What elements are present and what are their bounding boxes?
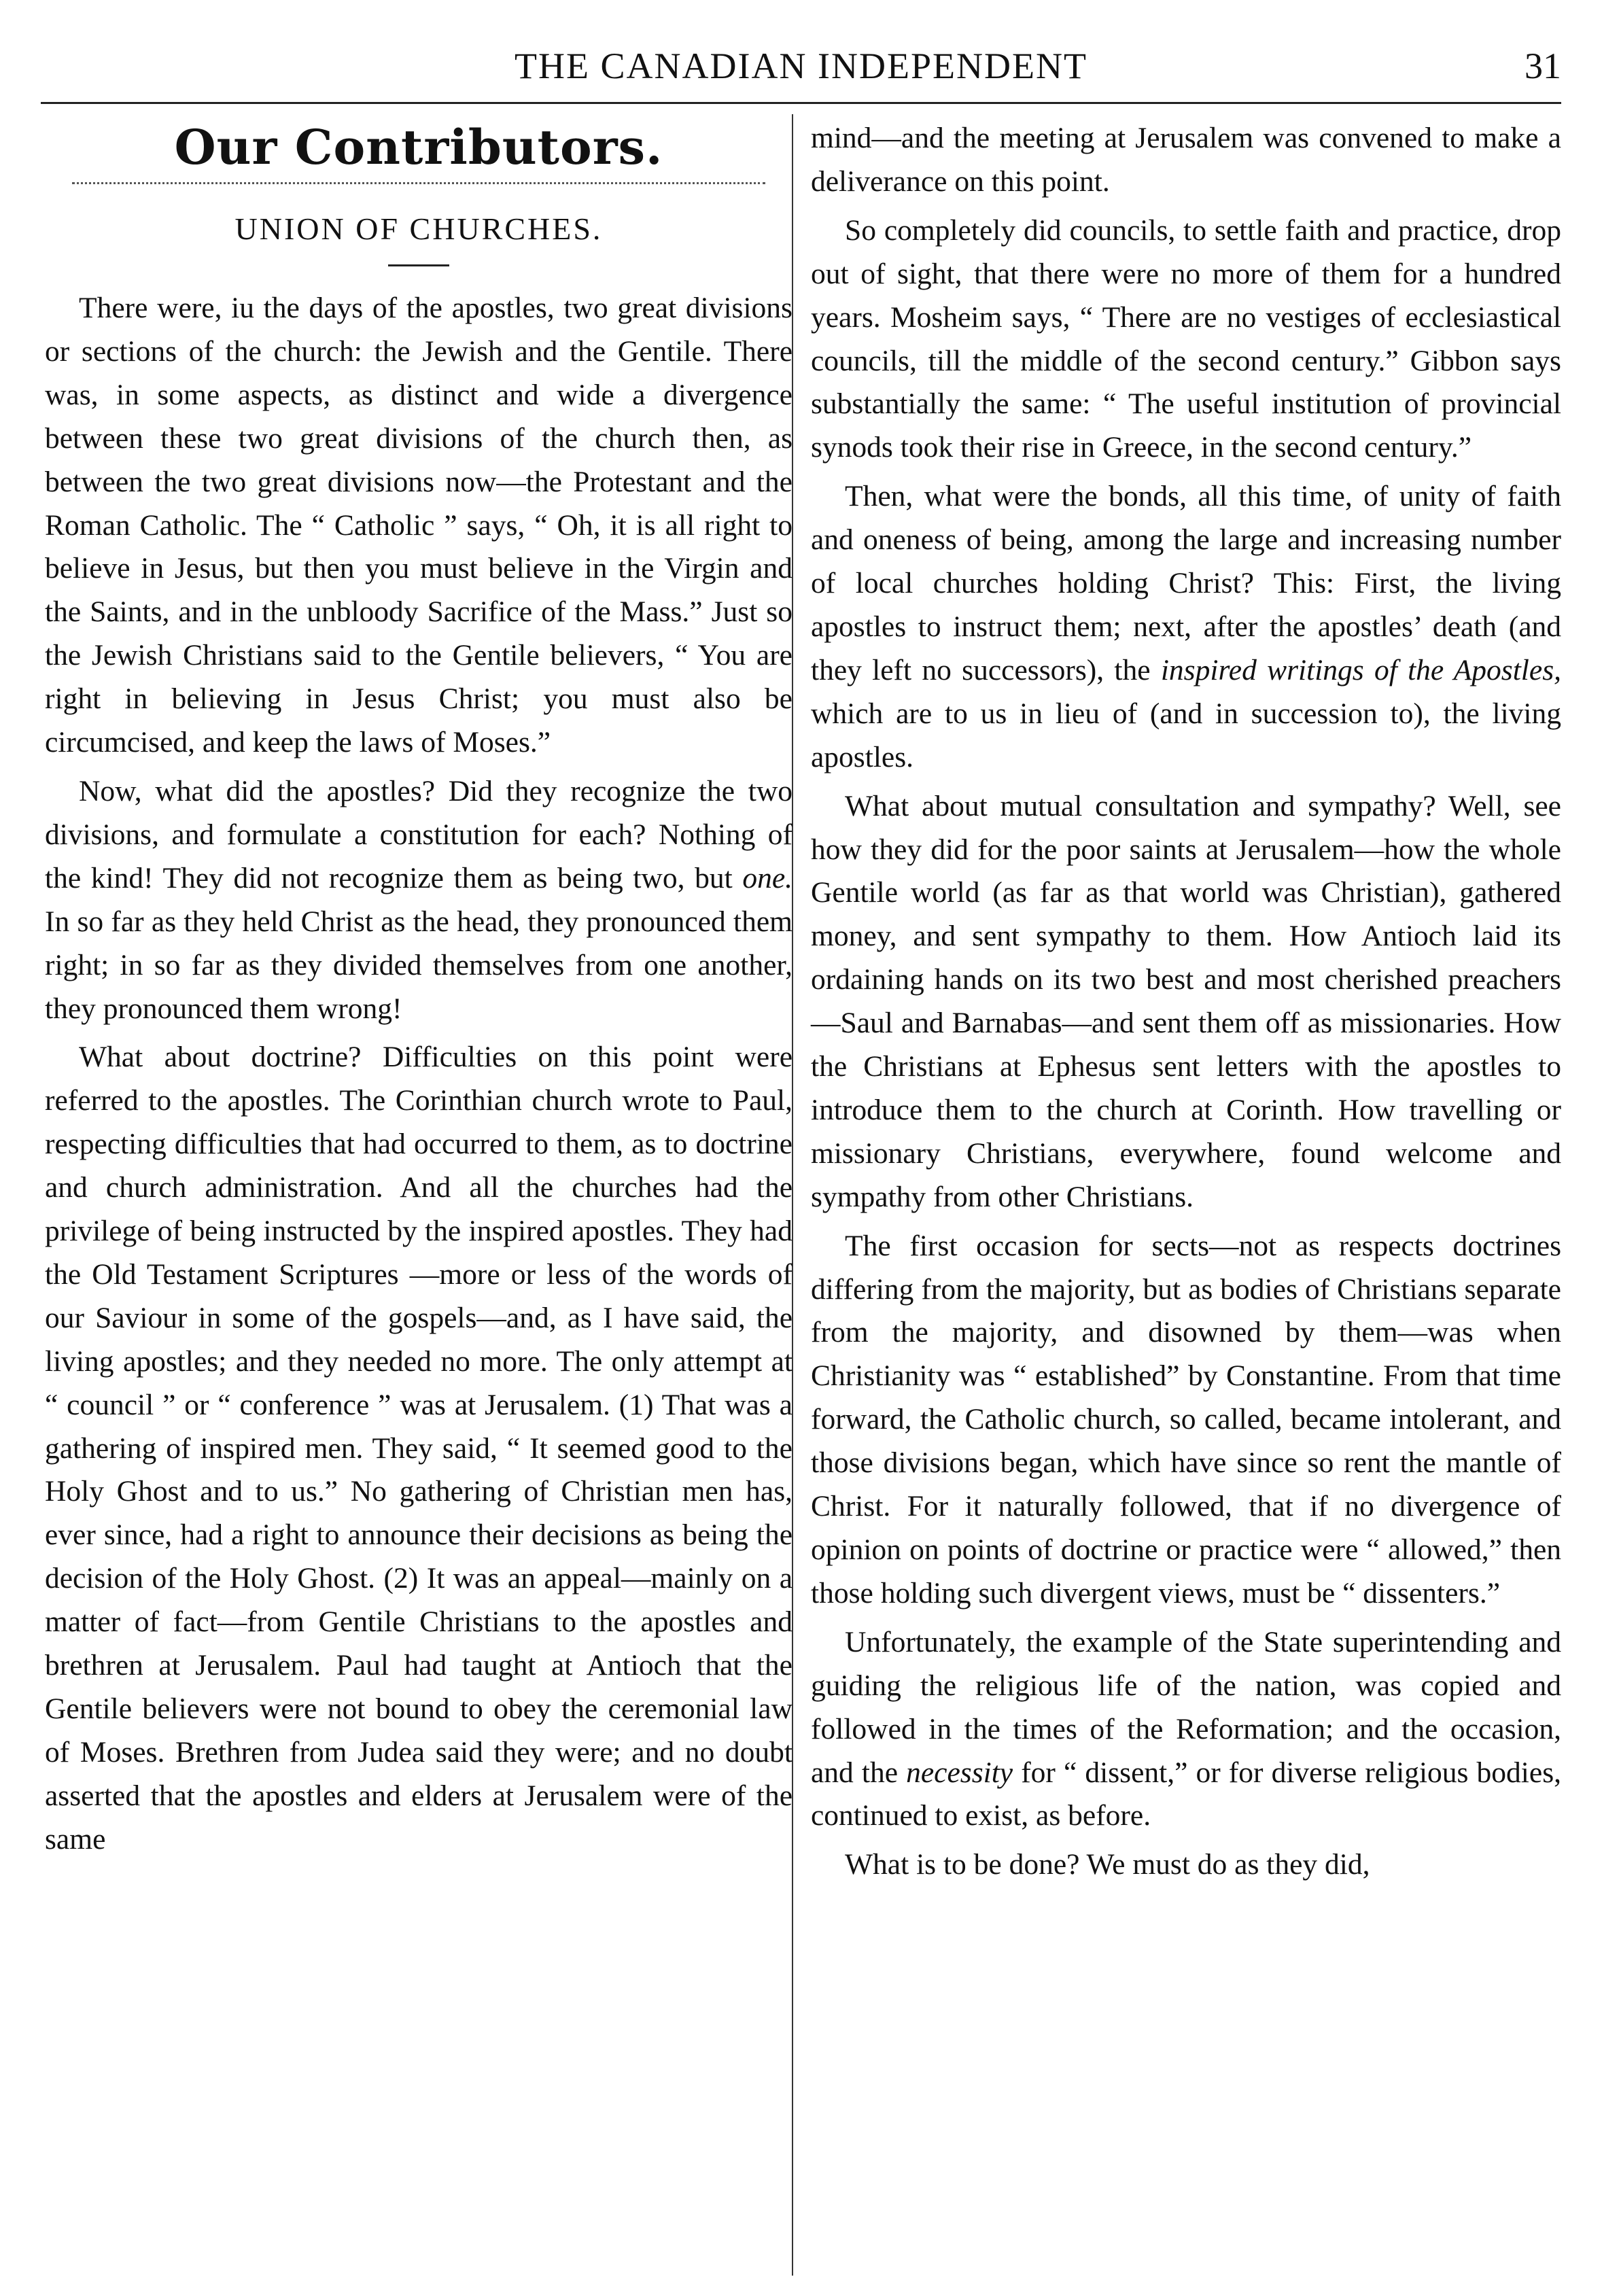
paragraph-text: Now, what did the apostles? Did they recognize the two divisions, and formulate a constitution for each? Nothing of the kind! They did not recognize them as being two, but [45,774,793,894]
dotted-rule [72,182,765,184]
header-rule [41,102,1561,104]
article-title: UNION OF CHURCHES. [234,211,603,246]
paragraph [811,209,1561,470]
paragraph-text: In so far as they held Christ as the head, they pronounced them right; in so far as they divided themselves from one another, they pronounced them wrong! [45,905,793,1025]
left-column-body [45,287,793,1862]
paragraph-text: mind—and the meeting at Jerusalem was convened to make a deliverance on this point. [811,122,1561,198]
paragraph [811,1225,1561,1616]
paragraph [45,770,793,1030]
italic-text: one. [742,861,793,894]
paragraph-text: Unfortunately, the example of the State superintending and guiding the religious life of the nation, was copied and followed in the times of the Reformation; and the occasion, and the [811,1625,1561,1789]
department-heading: Our Contributors. [174,119,663,175]
paragraph [45,1036,793,1861]
paragraph [811,1621,1561,1839]
paragraph [811,475,1561,779]
paragraph-text: What about mutual consultation and sympathy? Well, see how they did for the poor saints at Jerusalem—how the whole Gentile world (as far as that world was Christian), gathered money, and sent sympathy to them. How Antioch laid its ordaining hands on its two best and most cherished preachers—Saul and Barnabas—and sent them off as missionaries. How the Christians at Ephesus sent letters with the apostles to introduce them to the church at Corinth. How travelling or missionary Christians, everywhere, found welcome and sympathy from other Christians. [811,789,1561,1213]
paragraph-text: which are to us in lieu of (and in succession to), the living apostles. [811,697,1561,773]
title-rule [388,264,449,266]
paragraph-text: So completely did councils, to settle faith and practice, drop out of sight, that there were no more of them for a hundred years. Mosheim says, “ There are no vestiges of ecclesiastical councils, till the middle of the second century.” Gibbon says substantially the same: “ The useful institution of provincial synods took their rise in Greece, in the second century.” [811,213,1561,464]
journal-title: THE CANADIAN INDEPENDENT [515,46,1087,86]
right-column [811,117,1561,1892]
paragraph-text: for “ dissent,” or for diverse religious bodies, continued to exist, as before. [811,1756,1562,1832]
paragraph-text: The first occasion for sects—not as respects doctrines differing from the majority, but as bodies of Christians separate from the majority, and disowned by them—was when Christianity was “ established” by Constantine. From that time forward, the Catholic church, so called, became intolerant, and those divisions began, which have since so rent the mantle of Christ. For it naturally followed, that if no divergence of opinion on points of doctrine or practice were “ allowed,” then those holding such divergent views, must be “ dissenters.” [811,1229,1561,1610]
left-column [45,117,793,1867]
italic-text: necessity [906,1756,1013,1789]
paragraph-text: What is to be done? We must do as they did, [845,1848,1370,1881]
paragraph [811,1843,1561,1887]
right-column-body [811,117,1561,1887]
paragraph [811,117,1561,204]
page-number: 31 [1525,46,1561,86]
paragraph [45,287,793,765]
paragraph-text: Then, what were the bonds, all this time, of unity of faith and oneness of being, among the large and increasing number of local churches holding Christ? This: First, the living apostles to instruct them; next, after the apostles’ death (and they left no successors), the [811,480,1561,686]
running-head [41,42,1561,97]
paragraph-text: There were, iu the days of the apostles, two great divisions or sections of the church: the Jewish and the Gentile. There was, in some aspects, as distinct and wide a divergence between these two great divisions of the church then, as between the two great divisions now—the Protestant and the Roman Catholic. The “ Catholic ” says, “ Oh, it is all right to believe in Jesus, but then you must believe in the Virgin and the Saints, and in the unbloody Sacrifice of the Mass.” Just so the Jewish Christians said to the Gentile believers, “ You are right in believing in Jesus Christ; you must also be circumcised, and keep the laws of Moses.” [45,292,793,759]
paragraph [811,785,1561,1219]
paragraph-text: What about doctrine? Difficulties on this point were referred to the apostles. The Corinthian church wrote to Paul, respecting difficulties that had occurred to them, as to doctrine and church administration. And all the churches had the privilege of being instructed by the inspired apostles. They had the Old Testament Scriptures —more or less of the words of our Saviour in some of the gospels—and, as I have said, the living apostles; and they needed no more. The only attempt at “ council ” or “ conference ” was at Jerusalem. (1) That was a gathering of inspired men. They said, “ It seemed good to the Holy Ghost and to us.” No gathering of Christian men has, ever since, had a right to announce their decisions as being the decision of the Holy Ghost. (2) It was an appeal—mainly on a matter of fact—from Gentile Christians to the apostles and brethren at Jerusalem. Paul had taught at Antioch that the Gentile believers were not bound to obey the ceremonial law of Moses. Brethren from Judea said they were; and no doubt asserted that the apostles and elders at Jerusalem were of the same [45,1041,793,1856]
italic-text: inspired writings of the Apostles, [1160,653,1562,686]
